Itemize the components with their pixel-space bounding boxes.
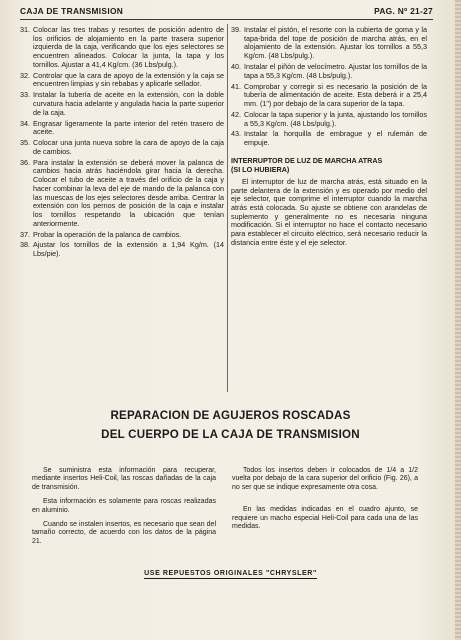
step-text: Para instalar la extensión se deberá mover la palanca de cambios hacia atrás haciéndola girar hacia la derecha. Colocar el tubo de aceite a través del orificio de la caja y hacer combinar la leva del eje de mando de la palanca con las muescas de los ejes selectores desde arriba. Centrar la extensión con los pernos de posición de la caja e instalar los tornillos respetando la ubicación que tenían anteriormente. [33, 157, 224, 228]
step-35 [20, 139, 224, 156]
step-number: 43. [231, 129, 241, 139]
step-text: Engrasar ligeramente la parte interior del retén trasero de aceite. [33, 118, 224, 137]
step-number: 33. [20, 90, 30, 100]
interruptor-heading-line2: (SI LO HUBIERA) [231, 164, 290, 174]
interruptor-heading [231, 156, 427, 174]
bottom-right-column [232, 467, 418, 537]
section-title-line2: DEL CUERPO DE LA CAJA DE TRANSMISION [101, 428, 360, 441]
paragraph: Esta información es solamente para roscas realizadas en aluminio. [32, 498, 216, 514]
step-text: Comprobar y corregir si es necesario la posición de la tubería de alimentación de aceite. Esta deberá ir a 25,4 mm. (1") por debajo de la cara superior de la tapa. [244, 81, 427, 108]
step-34 [20, 120, 224, 137]
section-title-line1: REPARACION DE AGUJEROS ROSCADAS [110, 409, 351, 422]
paragraph: Se suministra esta información para recuperar, mediante insertos Heli-Coil, las roscas dañadas de la caja de transmisión. [32, 467, 216, 491]
page-number: PAG. Nº 21-27 [374, 6, 433, 16]
paragraph: Todos los insertos deben ir colocados de 1/4 a 1/2 vuelta por debajo de la cara superior del orificio (Fig. 26), a no ser que se indique expresamente otra cosa. [232, 467, 418, 491]
step-text: Instalar el pistón, el resorte con la cubierta de goma y la tapa-brida del tope de posición de marcha atrás, en el alojamiento de la extensión. Ajustar los tornillos a 55,3 Kg/cm. (48 Lbs/pulg.). [244, 25, 427, 61]
page-edge [455, 0, 461, 640]
paragraph: Cuando se instalen insertos, es necesario que sean del tamaño correcto, de acuerdo con los datos de la página 21. [32, 521, 216, 545]
step-43 [231, 130, 427, 147]
step-40 [231, 63, 427, 80]
step-36 [20, 159, 224, 229]
interruptor-body: El interruptor de luz de marcha atrás, está situado en la parte delantera de la extensión y es operado por medio del eje selector, que comprime el interruptor cuando la marcha atrás está colocada. Su ajuste se obtiene con arandelas de suplemento y generalmente no es necesaria ninguna modificación. Si el interruptor no hace el contacto necesario para establecer el circuito eléctrico, será necesario reducir la distancia entre éste y el eje selector. [231, 176, 427, 247]
step-text: Colocar las tres trabas y resortes de posición adentro de los orificios de alojamiento en la parte trasera superior izquierda de la caja, verificando que los ejes selectores se encuentren alineados. Colocar la junta, la tapa y los tornillos. Ajustar a 41,4 Kg/cm. (36 Lbs/pulg.). [33, 25, 224, 69]
step-42 [231, 111, 427, 128]
step-41 [231, 83, 427, 109]
step-text: Instalar el piñón de velocímetro. Ajustar los tornillos de la tapa a 55,3 Kg/cm. (48 Lbs/pulg.). [244, 62, 427, 80]
footer-text: USE REPUESTOS ORIGINALES "CHRYSLER" [144, 570, 317, 577]
step-number: 37. [20, 229, 30, 239]
step-38 [20, 241, 224, 258]
step-number: 39. [231, 25, 241, 34]
step-text: Instalar la horquilla de embrague y el rulemán de empuje. [244, 129, 427, 148]
bottom-left-column [32, 467, 216, 552]
step-number: 41. [231, 81, 241, 91]
header-rule [20, 19, 433, 20]
step-number: 36. [20, 157, 30, 167]
step-39 [231, 26, 427, 61]
page-header [20, 5, 433, 19]
step-text: Colocar la tapa superior y la junta, ajustando los tornillos a 55,3 Kg/cm. (48 Lbs/pulg.). [244, 109, 427, 128]
step-number: 35. [20, 138, 30, 148]
column-divider [227, 24, 228, 392]
right-column [231, 26, 427, 248]
step-number: 42. [231, 109, 241, 119]
step-text: Ajustar los tornillos de la extensión a 1,94 Kg/m. (14 Lbs/pie). [33, 240, 224, 259]
left-column [20, 26, 224, 261]
step-text: Controlar que la cara de apoyo de la extensión y la caja se encuentren limpias y sin rebabas y aplicarle sellador. [33, 70, 224, 89]
step-31 [20, 26, 224, 70]
step-text: Colocar una junta nueva sobre la cara de apoyo de la caja de cambios. [33, 138, 224, 156]
step-37 [20, 231, 224, 240]
section-name: CAJA DE TRANSMISION [20, 6, 124, 16]
paragraph: En las medidas indicadas en el cuadro ajunto, se requiere un macho especial Heli-Coil para cada una de las medidas. [232, 506, 418, 531]
footer-note [0, 570, 461, 577]
step-32 [20, 72, 224, 89]
step-33 [20, 91, 224, 117]
step-number: 32. [20, 70, 30, 80]
step-text: Probar la operación de la palanca de cambios. [33, 229, 182, 239]
step-number: 40. [231, 62, 241, 71]
step-number: 31. [20, 25, 30, 34]
interruptor-heading-line1: INTERRUPTOR DE LUZ DE MARCHA ATRAS [231, 155, 383, 165]
step-number: 34. [20, 118, 30, 128]
step-text: Instalar la tubería de aceite en la extensión, con la doble curvatura hacia adelante y angulada hacia la parte superior de la caja. [33, 90, 224, 117]
step-number: 38. [20, 240, 30, 250]
